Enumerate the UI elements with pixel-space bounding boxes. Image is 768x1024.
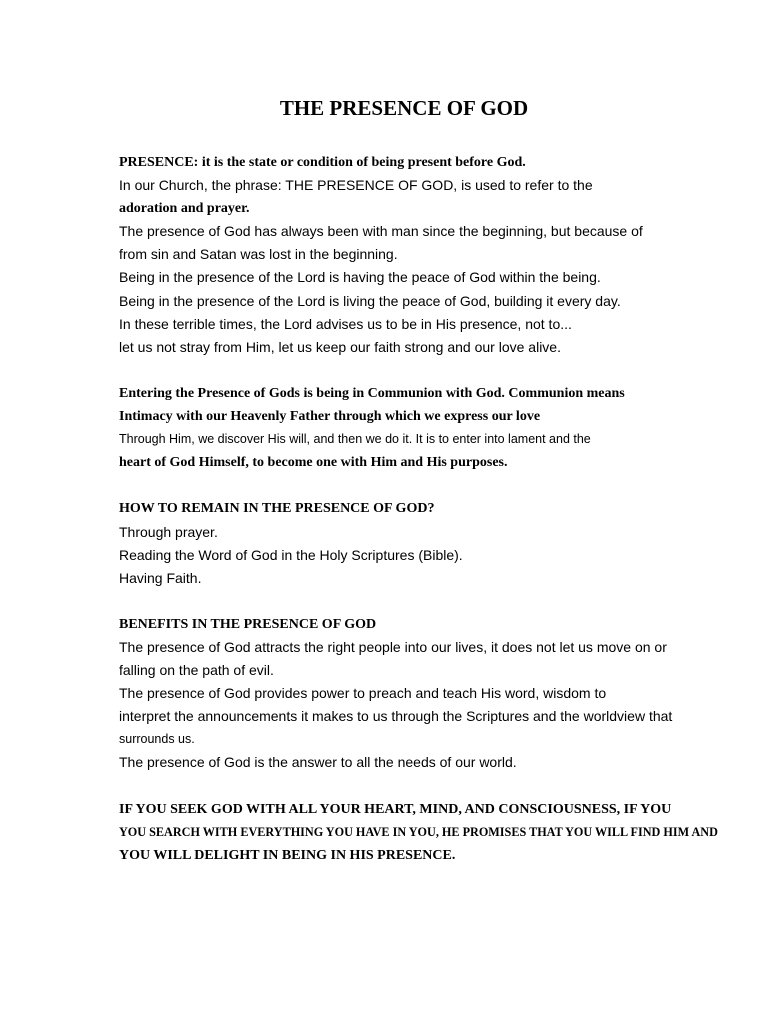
closing-line: YOU SEARCH WITH EVERYTHING YOU HAVE IN YOU, HE PROMISES THAT YOU WILL FIND HIM AND [119, 824, 718, 839]
list-item: Reading the Word of God in the Holy Scriptures (Bible). [119, 546, 463, 563]
paragraph-line: The presence of God provides power to preach and teach His word, wisdom to [119, 685, 607, 702]
presence-definition: PRESENCE: it is the state or condition of being present before God. [119, 155, 526, 170]
paragraph-line: Intimacy with our Heavenly Father through which we express our love [119, 409, 541, 425]
paragraph-line: heart of God Himself, to become one with Him and His purposes. [119, 455, 508, 471]
paragraph-line: let us not stray from Him, let us keep our faith strong and our love alive. [119, 338, 561, 355]
paragraph-line: Through Him, we discover His will, and then we do it. It is to enter into lament and the [119, 432, 591, 447]
paragraph-spacer [119, 590, 719, 613]
closing-line: YOU WILL DELIGHT IN BEING IN HIS PRESENCE. [119, 847, 456, 863]
paragraph-line: adoration and prayer. [119, 201, 250, 217]
section-heading-benefits: BENEFITS IN THE PRESENCE OF GOD [119, 616, 377, 632]
paragraph-line: interpret the announcements it makes to us through the Scriptures and the worldview that [119, 708, 673, 725]
paragraph-line: Being in the presence of the Lord is living the peace of God, building it every day. [119, 292, 621, 309]
paragraph-line: Entering the Presence of Gods is being in Communion with God. Communion means [119, 385, 625, 401]
paragraph-line: from sin and Satan was lost in the beginning. [119, 246, 398, 263]
closing-line: IF YOU SEEK GOD WITH ALL YOUR HEART, MIND, AND CONSCIOUSNESS, IF YOU [119, 801, 672, 817]
paragraph-line: surrounds us. [119, 732, 195, 747]
paragraph-line: The presence of God attracts the right people into our lives, it does not let us move on or [119, 638, 667, 655]
paragraph-spacer [119, 775, 719, 798]
list-item: Having Faith. [119, 569, 202, 586]
paragraph-spacer [119, 359, 719, 382]
paragraph-line: falling on the path of evil. [119, 662, 274, 679]
document-body [119, 151, 719, 867]
paragraph-line: The presence of God has always been with man since the beginning, but because of [119, 223, 643, 240]
paragraph-line: Being in the presence of the Lord is having the peace of God within the being. [119, 269, 601, 286]
list-item: Through prayer. [119, 523, 218, 540]
paragraph-line: In our Church, the phrase: THE PRESENCE OF GOD, is used to refer to the [119, 177, 593, 194]
document-title: THE PRESENCE OF GOD [279, 96, 529, 120]
paragraph-line: In these terrible times, the Lord advises us to be in His presence, not to... [119, 315, 572, 332]
paragraph-spacer [119, 474, 719, 497]
section-heading-remain: HOW TO REMAIN IN THE PRESENCE OF GOD? [119, 501, 435, 517]
paragraph-line: The presence of God is the answer to all the needs of our world. [119, 754, 517, 771]
